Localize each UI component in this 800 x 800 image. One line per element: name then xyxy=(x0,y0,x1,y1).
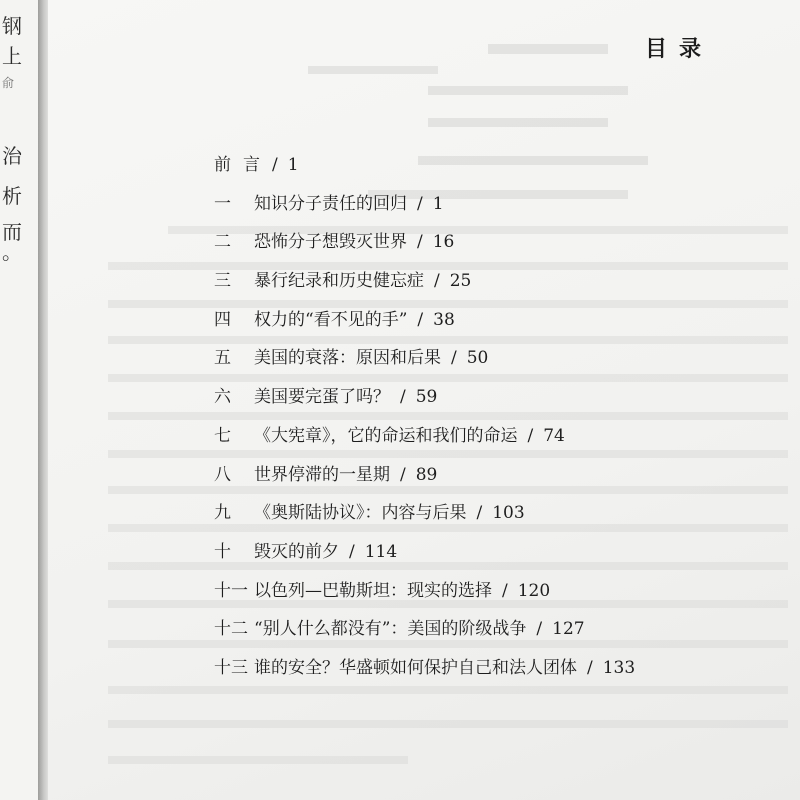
toc-page-number: 59 xyxy=(415,387,438,408)
toc-chapter-title: 美国的衰落：原因和后果 xyxy=(254,348,441,369)
toc-chapter-number: 七 xyxy=(214,425,231,446)
toc-chapter-number: 前言 xyxy=(214,155,272,175)
page-title: 目录 xyxy=(645,36,714,62)
toc-chapter-number: 三 xyxy=(214,271,231,292)
toc-separator: / xyxy=(349,541,355,562)
toc-separator: / xyxy=(434,271,440,292)
toc-chapter-number: 九 xyxy=(214,503,231,524)
toc-chapter-number: 一 xyxy=(214,193,231,214)
toc-chapter-number: 十二 xyxy=(214,619,248,640)
toc-page-number: 120 xyxy=(517,580,551,601)
left-page-edge xyxy=(0,0,40,800)
toc-page-number: 74 xyxy=(543,425,565,446)
left-page-fragment: 。 xyxy=(2,240,22,264)
toc-separator: / xyxy=(400,464,406,485)
left-page-fragment: 上 xyxy=(2,44,22,68)
toc-chapter-number: 十 xyxy=(214,541,231,562)
toc-row xyxy=(214,537,635,576)
toc-chapter-title: 权力的“看不见的手” xyxy=(254,309,408,330)
toc-separator: / xyxy=(536,619,543,640)
toc-chapter-number: 六 xyxy=(214,387,231,408)
toc-chapter-number: 二 xyxy=(214,232,231,253)
toc-chapter-title: “别人什么都没有”：美国的阶级战争 xyxy=(254,619,527,640)
left-page-fragment: 治 xyxy=(2,144,22,168)
toc-separator: / xyxy=(527,425,534,446)
toc-row xyxy=(214,460,635,499)
toc-page-number: 25 xyxy=(449,271,472,292)
toc-page-number: 1 xyxy=(287,155,299,175)
toc-page-number: 114 xyxy=(364,541,398,562)
toc-page-number: 89 xyxy=(415,464,438,485)
toc-chapter-title: 谁的安全？华盛顿如何保护自己和法人团体 xyxy=(254,657,577,678)
toc-row xyxy=(214,653,635,692)
toc-separator: / xyxy=(417,232,423,253)
toc-page-number: 133 xyxy=(602,657,636,678)
left-page-fragment: 钢 xyxy=(2,14,22,38)
toc-separator: / xyxy=(451,348,457,369)
toc-chapter-number: 十三 xyxy=(214,657,248,678)
toc-row xyxy=(214,421,635,460)
toc-separator: / xyxy=(476,503,483,524)
toc-row xyxy=(214,343,635,382)
left-page-fragment: 俞 xyxy=(2,76,15,90)
toc-row xyxy=(214,266,635,305)
toc-chapter-title: 《大宪章》，它的命运和我们的命运 xyxy=(254,425,518,446)
toc-separator: / xyxy=(587,657,593,678)
toc-row xyxy=(214,189,635,228)
toc-chapter-title: 世界停滞的一星期 xyxy=(254,464,390,485)
toc-chapter-number: 十一 xyxy=(214,580,248,601)
toc-chapter-number: 五 xyxy=(214,348,231,369)
toc-chapter-title: 毁灭的前夕 xyxy=(254,541,339,562)
toc-page-number: 16 xyxy=(432,232,455,253)
toc-separator: / xyxy=(502,580,508,601)
table-of-contents xyxy=(214,150,635,692)
toc-separator: / xyxy=(400,387,406,408)
toc-chapter-title: 恐怖分子想毁灭世界 xyxy=(254,232,407,253)
toc-chapter-title: 《奥斯陆协议》：内容与后果 xyxy=(254,503,467,524)
toc-row xyxy=(214,227,635,266)
toc-separator: / xyxy=(417,309,424,330)
toc-row xyxy=(214,498,635,537)
toc-row xyxy=(214,614,635,653)
toc-chapter-title: 知识分子责任的回归 xyxy=(254,193,407,214)
toc-chapter-title: 以色列—巴勒斯坦：现实的选择 xyxy=(254,580,492,601)
toc-page-number: 50 xyxy=(466,348,489,369)
toc-chapter-number: 八 xyxy=(214,464,231,485)
toc-page-number: 38 xyxy=(433,309,455,330)
toc-page-number: 103 xyxy=(492,503,525,524)
left-page-fragment: 而 xyxy=(2,220,22,244)
toc-row-preface xyxy=(214,150,635,189)
toc-page-number: 1 xyxy=(432,193,444,214)
toc-chapter-title: 美国要完蛋了吗？ xyxy=(254,387,390,408)
toc-row xyxy=(214,305,635,344)
toc-separator: / xyxy=(272,155,278,175)
left-page-fragment: 析 xyxy=(2,184,22,208)
toc-page-number: 127 xyxy=(552,619,585,640)
toc-separator: / xyxy=(417,193,423,214)
toc-row xyxy=(214,382,635,421)
toc-chapter-number: 四 xyxy=(214,309,231,330)
toc-row xyxy=(214,576,635,615)
toc-chapter-title: 暴行纪录和历史健忘症 xyxy=(254,271,424,292)
